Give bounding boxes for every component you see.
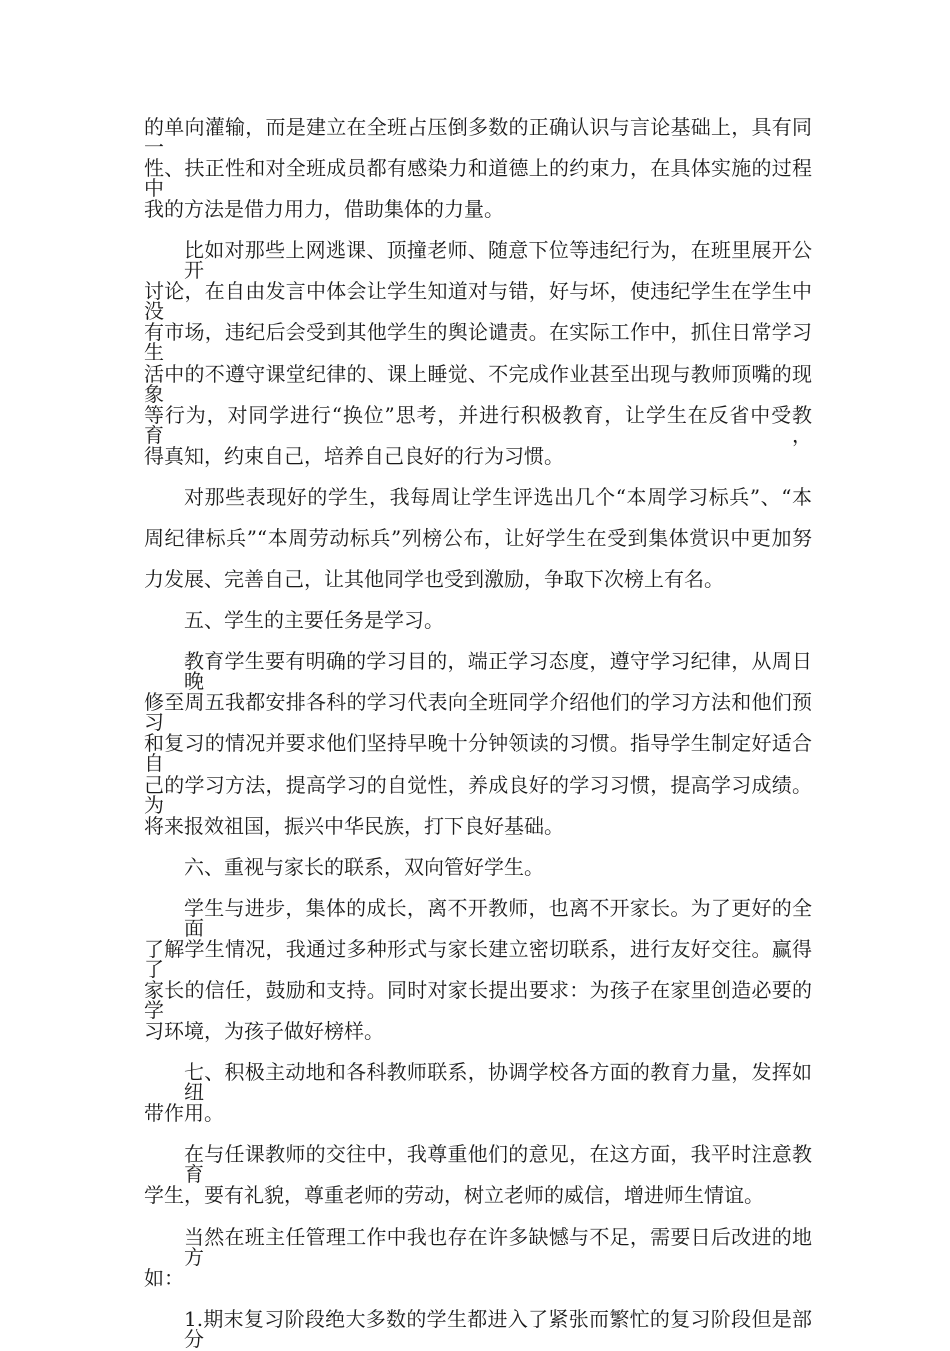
- text-line: 活中的不遵守课堂纪律的、课上睡觉、不完成作业甚至出现与教师顶嘴的现象: [144, 361, 812, 406]
- body-text: [144, 117, 812, 1350]
- text-line: 家长的信任，鼓励和支持。同时对家长提出要求：为孩子在家里创造必要的学: [144, 977, 812, 1022]
- section-heading: 六、重视与家长的联系，双向管好学生。: [184, 854, 544, 879]
- text-line: 将来报效祖国，振兴中华民族，打下良好基础。: [144, 813, 564, 838]
- text-line: 得真知，约束自己，培养自己良好的行为习惯。: [144, 443, 564, 468]
- text-line: 有市场，违纪后会受到其他学生的舆论谴责。在实际工作中，抓住日常学习生: [144, 320, 812, 365]
- text-line: 我的方法是借力用力，借助集体的力量。: [144, 197, 504, 222]
- text-line: 等行为，对同学进行“换位”思考，并进行积极教育，让学生在反省中受教育，: [144, 402, 812, 447]
- text-line: 和复习的情况并要求他们坚持早晚十分钟领读的习惯。指导学生制定好适合自: [144, 731, 812, 776]
- text-line: 习环境，为孩子做好榜样。: [144, 1019, 384, 1044]
- section-heading: 五、学生的主要任务是学习。: [184, 608, 444, 633]
- text-line: 力发展、完善自己，让其他同学也受到激励，争取下次榜上有名。: [144, 567, 724, 592]
- text-line: 带作用。: [144, 1101, 224, 1126]
- text-line: 在与任课教师的交往中，我尊重他们的意见，在这方面，我平时注意教育: [184, 1142, 812, 1187]
- text-line: 如：: [144, 1265, 184, 1290]
- text-line: 比如对那些上网逃课、顶撞老师、随意下位等违纪行为，在班里展开公开: [184, 238, 812, 283]
- text-line: 讨论，在自由发言中体会让学生知道对与错，好与坏，使违纪学生在学生中没: [144, 279, 812, 324]
- section-heading: 七、积极主动地和各科教师联系，协调学校各方面的教育力量，发挥如纽: [184, 1060, 812, 1105]
- text-line: 当然在班主任管理工作中我也存在许多缺憾与不足，需要日后改进的地方: [184, 1224, 812, 1269]
- text-line: 教育学生要有明确的学习目的，端正学习态度，遵守学习纪律，从周日晚: [184, 649, 812, 694]
- text-line: 学生，要有礼貌，尊重老师的劳动，树立老师的威信，增进师生情谊。: [144, 1183, 764, 1208]
- text-line: 的单向灌输，而是建立在全班占压倒多数的正确认识与言论基础上，具有同一: [144, 115, 812, 159]
- text-line: 了解学生情况，我通过多种形式与家长建立密切联系，进行友好交往。赢得了: [144, 936, 812, 981]
- text-line: 己的学习方法，提高学习的自觉性，养成良好的学习习惯，提高学习成绩。为: [144, 772, 812, 817]
- text-line: 修至周五我都安排各科的学习代表向全班同学介绍他们的学习方法和他们预习: [144, 690, 812, 735]
- text-line: 对那些表现好的学生，我每周让学生评选出几个“本周学习标兵”、“本: [184, 484, 812, 509]
- text-line: 1.期末复习阶段绝大多数的学生都进入了紧张而繁忙的复习阶段但是部分: [184, 1306, 812, 1351]
- text-line: 学生与进步，集体的成长，离不开教师，也离不开家长。为了更好的全面: [184, 895, 812, 940]
- text-line: 周纪律标兵”“本周劳动标兵”列榜公布，让好学生在受到集体赏识中更加努: [144, 525, 812, 550]
- text-line: 性、扶正性和对全班成员都有感染力和道德上的约束力，在具体实施的过程中: [144, 156, 812, 201]
